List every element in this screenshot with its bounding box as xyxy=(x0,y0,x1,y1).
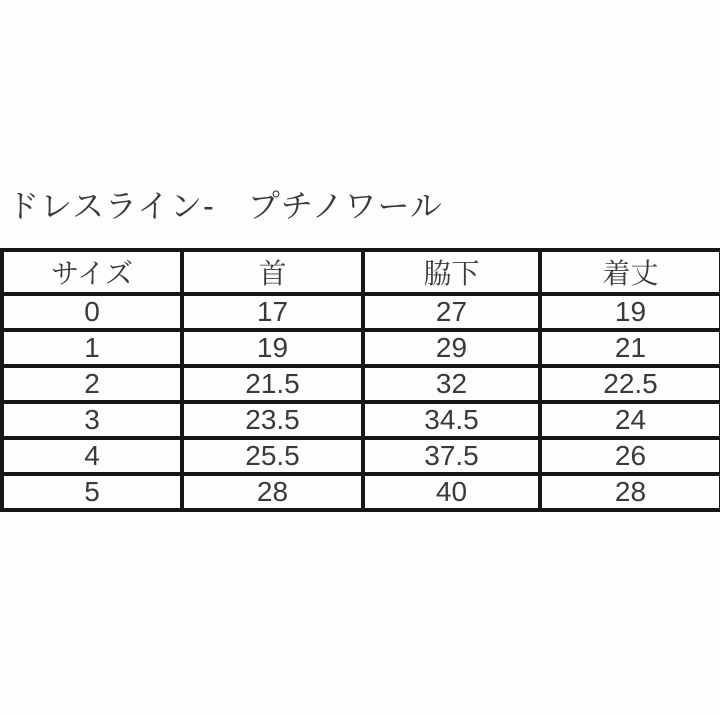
underarm-cell: 37.5 xyxy=(363,438,540,474)
length-cell: 24 xyxy=(540,402,720,438)
table-header xyxy=(2,250,720,294)
table-body xyxy=(2,294,720,510)
underarm-cell: 27 xyxy=(363,294,540,330)
column-header-length: 着丈 xyxy=(540,250,720,294)
length-cell: 28 xyxy=(540,474,720,510)
table-row xyxy=(2,330,720,366)
size-cell: 4 xyxy=(2,438,182,474)
header-row xyxy=(2,250,720,294)
table-row xyxy=(2,438,720,474)
length-cell: 26 xyxy=(540,438,720,474)
neck-cell: 28 xyxy=(182,474,363,510)
column-header-size: サイズ xyxy=(2,250,182,294)
table-row xyxy=(2,366,720,402)
table-row xyxy=(2,294,720,330)
size-cell: 3 xyxy=(2,402,182,438)
length-cell: 19 xyxy=(540,294,720,330)
page-title: ドレスライン- プチノワール xyxy=(7,188,443,224)
underarm-cell: 32 xyxy=(363,366,540,402)
neck-cell: 17 xyxy=(182,294,363,330)
underarm-cell: 29 xyxy=(363,330,540,366)
neck-cell: 25.5 xyxy=(182,438,363,474)
length-cell: 21 xyxy=(540,330,720,366)
neck-cell: 23.5 xyxy=(182,402,363,438)
column-header-neck: 首 xyxy=(182,250,363,294)
size-cell: 2 xyxy=(2,366,182,402)
length-cell: 22.5 xyxy=(540,366,720,402)
neck-cell: 19 xyxy=(182,330,363,366)
size-cell: 5 xyxy=(2,474,182,510)
size-cell: 1 xyxy=(2,330,182,366)
underarm-cell: 40 xyxy=(363,474,540,510)
column-header-underarm: 脇下 xyxy=(363,250,540,294)
size-chart-table xyxy=(0,248,720,512)
size-cell: 0 xyxy=(2,294,182,330)
neck-cell: 21.5 xyxy=(182,366,363,402)
table-row xyxy=(2,474,720,510)
underarm-cell: 34.5 xyxy=(363,402,540,438)
table-row xyxy=(2,402,720,438)
